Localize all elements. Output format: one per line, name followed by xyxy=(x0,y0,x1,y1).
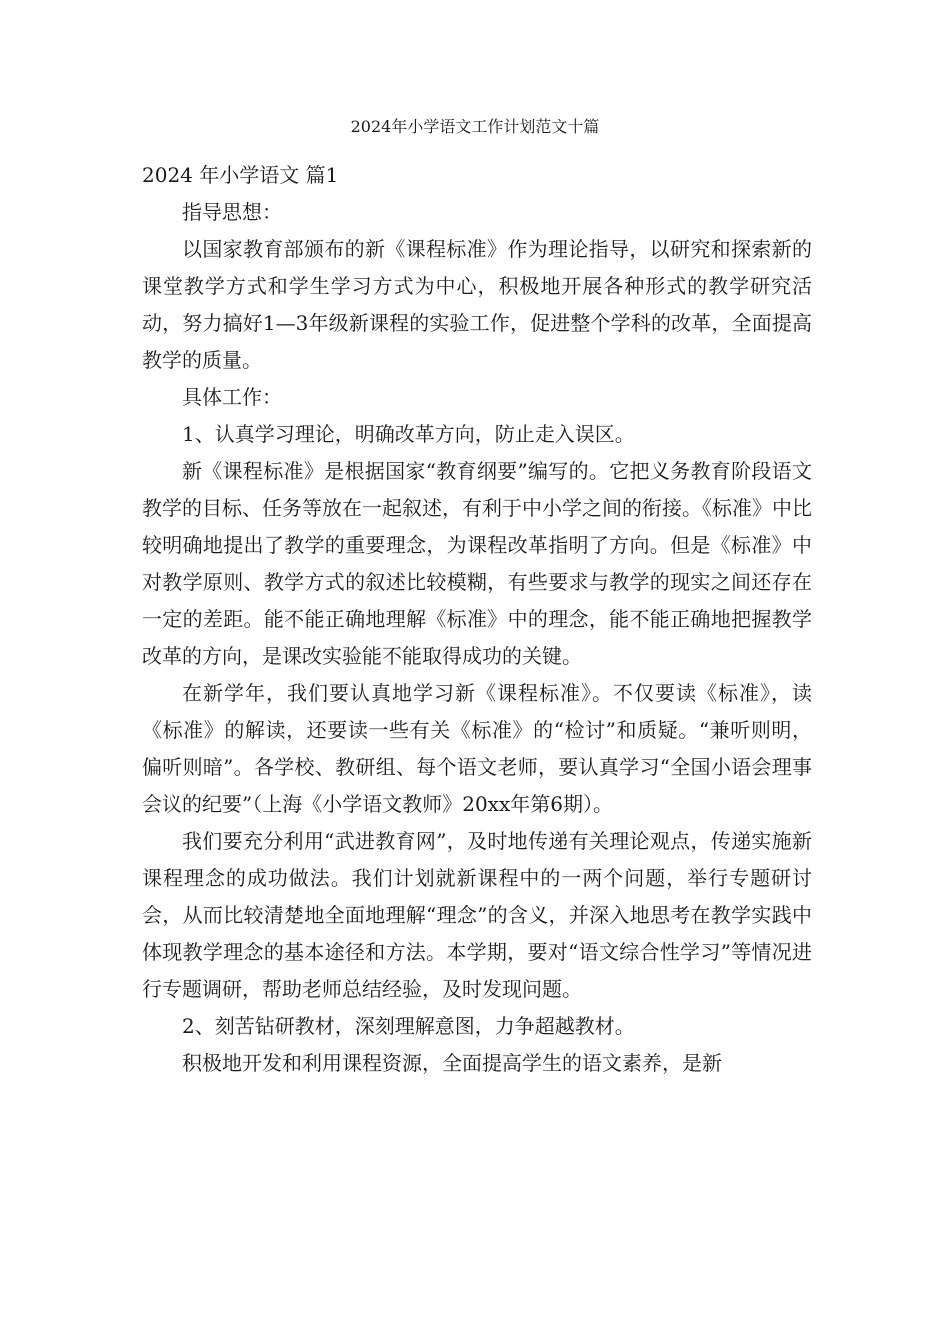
paragraph-new-school-year: 在新学年，我们要认真地学习新《课程标准》。不仅要读《标准》，读《标准》的解读，还要读一些有关《标准》的“检讨”和质疑。“兼听则明，偏听则暗”。各学校、教研组、每个语文老师，要认真学习“全国小语会理事会议的纪要”（上海《小学语文教师》20xx年第6期）。 xyxy=(142,681,812,816)
paragraph-education-network: 我们要充分利用“武进教育网”，及时地传递有关理论观点，传递实施新课程理念的成功做法。我们计划就新课程中的一两个问题，举行专题研讨会，从而比较清楚地全面地理解“理念”的含义，并深入地思考在教学实践中体现教学理念的基本途径和方法。本学期，要对“语文综合性学习”等情况进行专题调研，帮助老师总结经验，及时发现问题。 xyxy=(142,829,812,1001)
paragraph-item-1-heading: 1、认真学习理论，明确改革方向，防止走入误区。 xyxy=(182,422,635,446)
paragraph-guiding-ideology: 以国家教育部颁布的新《课程标准》作为理论指导，以研究和探索新的课堂教学方式和学生学习方式为中心，积极地开展各种形式的教学研究活动，努力搞好1—3年级新课程的实验工作，促进整个学科的改革，全面提高教学的质量。 xyxy=(142,237,812,372)
paragraph-guiding-ideology-label: 指导思想： xyxy=(182,200,282,224)
paragraph-specific-work-label: 具体工作： xyxy=(182,385,282,409)
section-heading: 2024 年小学语文 篇1 xyxy=(142,163,339,187)
paragraph-course-resources: 积极地开发和利用课程资源，全面提高学生的语文素养，是新 xyxy=(182,1051,722,1075)
paragraph-curriculum-standard: 新《课程标准》是根据国家“教育纲要”编写的。它把义务教育阶段语文教学的目标、任务等放在一起叙述，有利于中小学之间的衔接。《标准》中比较明确地提出了教学的重要理念，为课程改革指明了方向。但是《标准》中对教学原则、教学方式的叙述比较模糊，有些要求与教学的现实之间还存在一定的差距。能不能正确地理解《标准》中的理念，能不能正确地把握教学改革的方向，是课改实验能不能取得成功的关键。 xyxy=(142,459,812,668)
document-body xyxy=(142,157,812,1082)
paragraph-item-2-heading: 2、刻苦钻研教材，深刻理解意图，力争超越教材。 xyxy=(182,1014,635,1038)
document-title: 2024年小学语文工作计划范文十篇 xyxy=(350,117,600,136)
